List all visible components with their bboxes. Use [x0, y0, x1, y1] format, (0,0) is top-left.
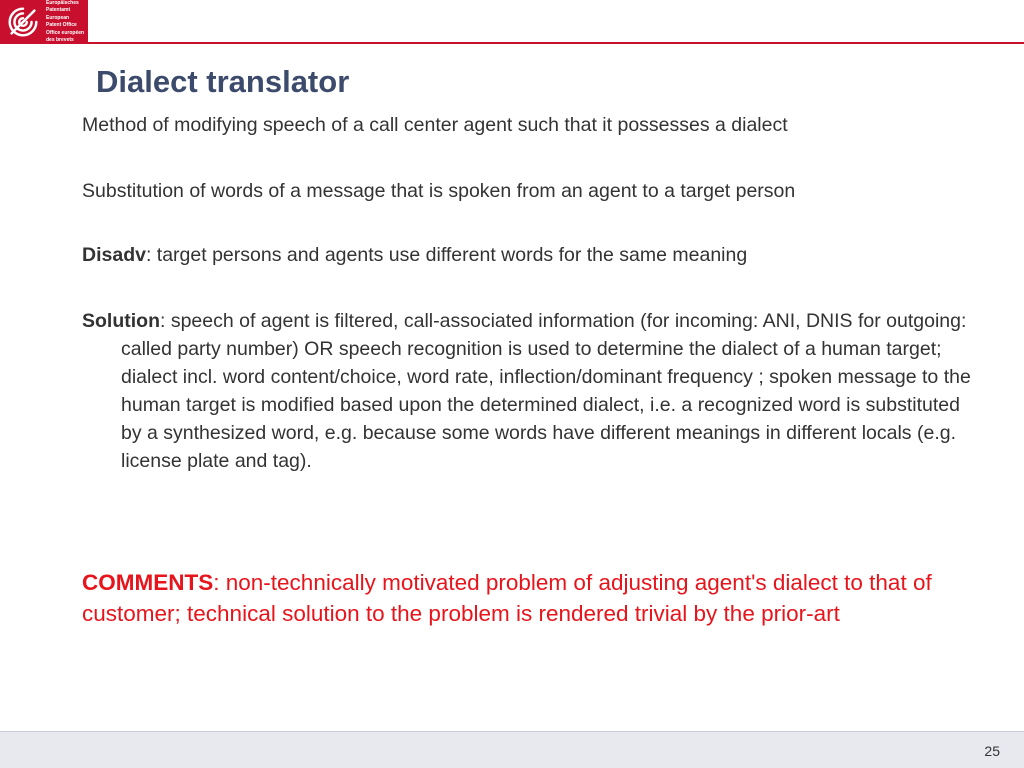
- solution-text: : speech of agent is filtered, call-associated information (for incoming: ANI, DNIS for outgoing: called party number) OR speech recognition is used to determine the dialect of a human target; dialect incl. word content/choice, word rate, inflection/dominant frequency ; spoken message to the human target is modified based upon the determined dialect, i.e. a recognized word is substituted by a synthesized word, e.g. because some words have different meanings in different locals (e.g. license plate and tag).: [121, 310, 971, 472]
- paragraph-disadvantage: [82, 241, 942, 269]
- logo-line: Patentamt: [46, 7, 71, 13]
- paragraph-method: Method of modifying speech of a call center agent such that it possesses a dialect: [82, 114, 788, 136]
- logo-line: Office européen: [46, 29, 85, 36]
- paragraph-comments: [82, 567, 942, 629]
- paragraph-substitution: Substitution of words of a message that is spoken from an agent to a target person: [82, 180, 796, 202]
- header-divider: [88, 42, 1024, 44]
- disadvantage-text: : target persons and agents use different words for the same meaning: [145, 244, 748, 266]
- comments-text: : non-technically motivated problem of adjusting agent's dialect to that of customer; technical solution to the problem is rendered trivial by the prior-art: [82, 570, 932, 626]
- logo-line: Patent Office: [46, 22, 77, 28]
- page-number: 25: [984, 743, 1000, 759]
- logo-line: des brevets: [46, 37, 74, 43]
- solution-label: Solution: [82, 310, 160, 332]
- comments-label: COMMENTS: [82, 570, 214, 595]
- logo-line: Europäisches: [46, 0, 79, 6]
- slide-title: Dialect translator: [96, 64, 350, 99]
- epo-spiral-logo-icon: [4, 3, 42, 41]
- logo-line: European: [46, 14, 70, 21]
- footer-bar: [0, 731, 1024, 768]
- disadvantage-label: Disadv: [82, 244, 146, 266]
- logo-text: [46, 1, 84, 44]
- paragraph-solution: [82, 307, 971, 475]
- epo-logo: [0, 0, 88, 44]
